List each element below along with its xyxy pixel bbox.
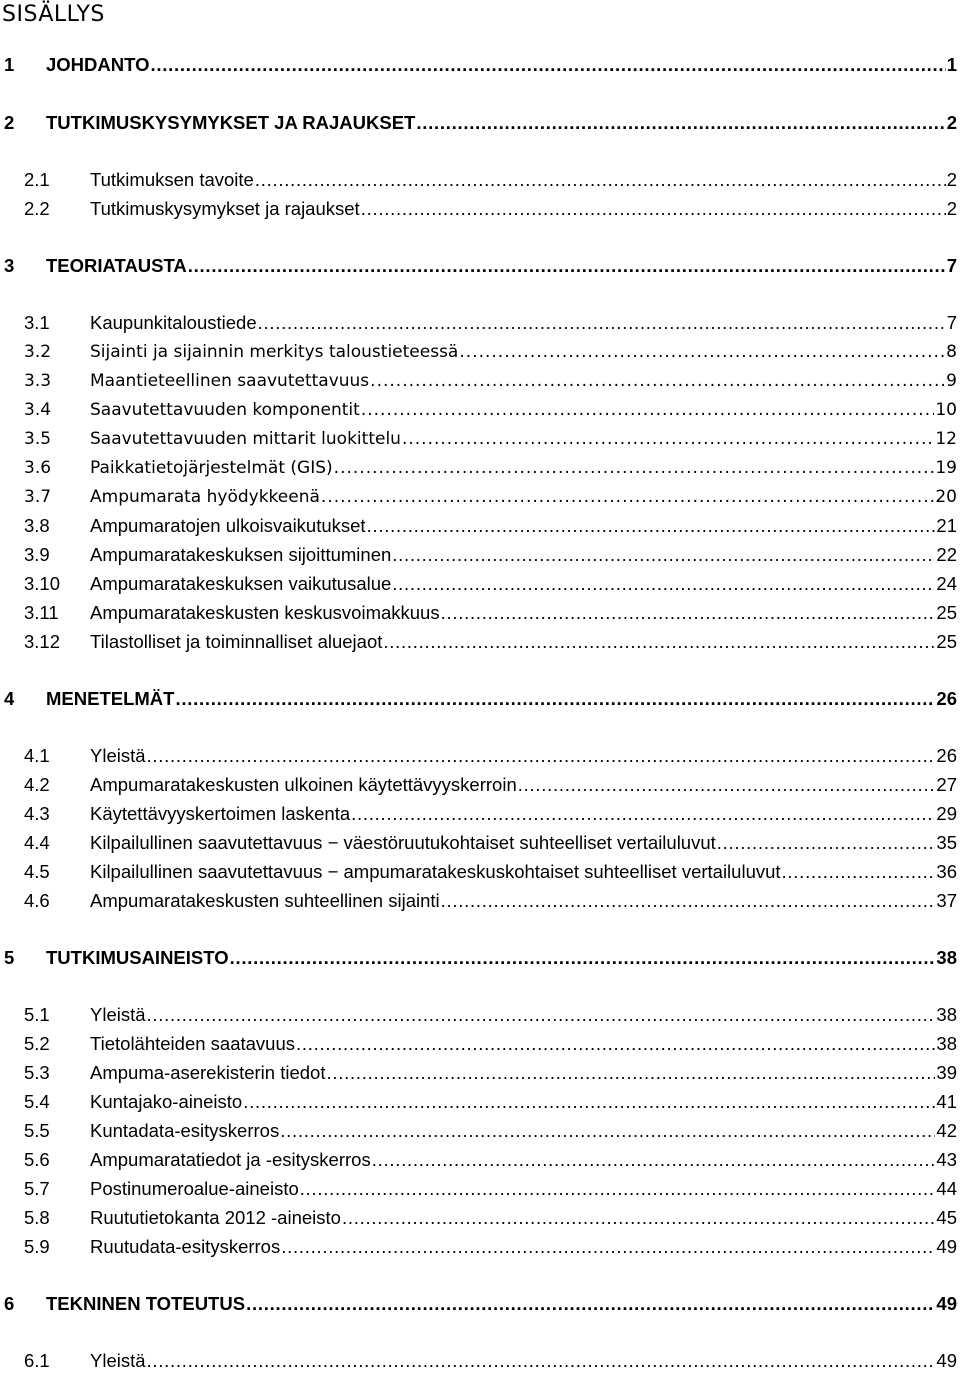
toc-entry-line	[46, 1293, 957, 1315]
toc-dot-leader	[300, 1178, 936, 1200]
toc-entry-page-number: 2	[946, 112, 957, 133]
toc-entry-line	[46, 688, 957, 710]
toc-entry-title: Ampumaratatiedot ja -esityskerros	[90, 1149, 371, 1170]
toc-entry-title: TUTKIMUSAINEISTO	[46, 947, 229, 968]
toc-entry-number: 2.1	[24, 169, 50, 190]
toc-entry-5-9[interactable]	[0, 1234, 957, 1260]
toc-entry-number: 4	[4, 688, 15, 709]
toc-dot-leader	[147, 745, 936, 767]
toc-dot-leader	[334, 457, 935, 479]
toc-entry-title: TEKNINEN TOTEUTUS	[46, 1293, 246, 1314]
toc-entry-number: 5.9	[24, 1236, 50, 1257]
toc-entry-4-2[interactable]	[0, 772, 957, 798]
toc-entry-5-3[interactable]	[0, 1060, 957, 1086]
toc-entry-number: 5	[4, 947, 15, 968]
toc-entry-page-number: 1	[946, 54, 957, 75]
toc-entry-page-number: 38	[936, 1004, 957, 1025]
toc-entry-number: 3.2	[24, 342, 52, 362]
toc-entry-line	[90, 1004, 957, 1026]
toc-entry-number: 5.8	[24, 1207, 50, 1228]
toc-dot-leader	[782, 861, 936, 883]
toc-entry-page-number: 26	[936, 688, 957, 709]
toc-entry-page-number: 26	[936, 745, 957, 766]
toc-dot-leader	[361, 198, 946, 220]
toc-entry-number: 2.2	[24, 198, 50, 219]
toc-entry-number: 3.7	[24, 487, 52, 507]
toc-entry-6[interactable]	[0, 1291, 957, 1317]
toc-entry-number: 3	[4, 255, 15, 276]
toc-entry-page-number: 43	[936, 1149, 957, 1170]
toc-entry-line	[90, 198, 957, 220]
toc-dot-leader	[441, 602, 936, 624]
toc-entry-number: 6	[4, 1293, 15, 1314]
toc-entry-3-2[interactable]	[0, 339, 957, 365]
toc-entry-5[interactable]	[0, 945, 957, 971]
toc-entry-line	[90, 1062, 957, 1084]
toc-entry-page-number: 42	[936, 1120, 957, 1141]
toc-entry-line	[90, 370, 957, 392]
toc-entry-title: Kuntadata-esityskerros	[90, 1120, 280, 1141]
toc-entry-line	[90, 312, 957, 334]
toc-entry-title: Postinumeroalue-aineisto	[90, 1178, 299, 1199]
toc-entry-title: Sijainti ja sijainnin merkitys taloustieteessä	[90, 342, 459, 362]
toc-entry-title: Tietolähteiden saatavuus	[90, 1033, 296, 1054]
toc-entry-number: 5.7	[24, 1178, 50, 1199]
toc-dot-leader	[296, 1033, 935, 1055]
toc-entry-page-number: 25	[936, 631, 957, 652]
toc-entry-number: 3.5	[24, 429, 52, 449]
toc-dot-leader	[255, 169, 946, 191]
toc-dot-leader	[243, 1091, 935, 1113]
toc-dot-leader	[342, 1207, 935, 1229]
toc-entry-line	[90, 1120, 957, 1142]
toc-entry-number: 4.2	[24, 774, 50, 795]
toc-entry-2-2[interactable]	[0, 196, 957, 222]
toc-entry-number: 3.9	[24, 544, 50, 565]
toc-entry-title: Ampumarata hyödykkeenä	[90, 487, 320, 507]
toc-entry-title: Saavutettavuuden komponentit	[90, 400, 360, 420]
toc-entry-number: 3.12	[24, 631, 61, 652]
toc-entry-title: Ampumaratakeskusten suhteellinen sijainti	[90, 890, 440, 911]
toc-entry-page-number: 21	[936, 515, 957, 536]
toc-entry-title: Ampumaratojen ulkoisvaikutukset	[90, 515, 366, 536]
toc-dot-leader	[361, 399, 935, 421]
toc-entry-2[interactable]	[0, 110, 957, 136]
toc-entry-title: Kilpailullinen saavutettavuus − väestöruutukohtaiset suhteelliset vertailuluvut	[90, 832, 716, 853]
toc-entry-number: 3.11	[24, 602, 59, 623]
toc-entry-line	[90, 1207, 957, 1229]
toc-entry-page-number: 20	[935, 487, 957, 507]
toc-entry-page-number: 12	[935, 429, 957, 449]
toc-entry-line	[90, 745, 957, 767]
toc-entry-title: Ampuma-aserekisterin tiedot	[90, 1062, 326, 1083]
toc-entry-page-number: 2	[946, 198, 957, 219]
toc-entry-line	[90, 602, 957, 624]
toc-entry-line	[90, 428, 957, 450]
toc-dot-leader	[351, 803, 935, 825]
toc-entry-line	[46, 112, 957, 134]
toc-entry-line	[90, 1033, 957, 1055]
toc-entry-3-7[interactable]	[0, 484, 957, 510]
toc-entry-page-number: 39	[936, 1062, 957, 1083]
toc-entry-title: Ampumaratakeskuksen vaikutusalue	[90, 573, 392, 594]
toc-entry-line	[90, 1178, 957, 1200]
toc-entry-page-number: 38	[936, 1033, 957, 1054]
toc-dot-leader	[518, 774, 936, 796]
toc-entry-number: 1	[4, 54, 15, 75]
toc-entry-number: 3.10	[24, 573, 61, 594]
toc-entry-page-number: 7	[946, 255, 957, 276]
toc-entry-line	[90, 341, 957, 363]
toc-dot-leader	[280, 1120, 935, 1142]
toc-entry-line	[90, 486, 957, 508]
toc-entry-page-number: 2	[946, 169, 957, 190]
toc-entry-title: Kuntajako-aineisto	[90, 1091, 243, 1112]
toc-dot-leader	[150, 54, 945, 76]
toc-entry-number: 3.4	[24, 400, 52, 420]
toc-entry-line	[90, 399, 957, 421]
toc-entry-title: TUTKIMUSKYSYMYKSET JA RAJAUKSET	[46, 112, 416, 133]
toc-entry-page-number: 35	[936, 832, 957, 853]
toc-dot-leader	[321, 486, 934, 508]
toc-entry-page-number: 49	[936, 1236, 957, 1257]
toc-entry-5-2[interactable]	[0, 1031, 957, 1057]
toc-entry-1[interactable]	[0, 52, 957, 78]
toc-entry-line	[90, 1149, 957, 1171]
toc-entry-4-5[interactable]	[0, 859, 957, 885]
toc-entry-page-number: 37	[936, 890, 957, 911]
toc-entry-number: 3.6	[24, 458, 52, 478]
toc-entry-title: Kilpailullinen saavutettavuus − ampumaratakeskuskohtaiset suhteelliset vertailuluvut	[90, 861, 781, 882]
toc-entry-page-number: 27	[936, 774, 957, 795]
toc-entry-number: 5.3	[24, 1062, 50, 1083]
toc-entry-number: 5.1	[24, 1004, 50, 1025]
toc-entry-3-8[interactable]	[0, 513, 957, 539]
toc-entry-title: MENETELMÄT	[46, 688, 175, 709]
toc-entry-3-4[interactable]	[0, 397, 957, 423]
toc-entry-number: 5.6	[24, 1149, 50, 1170]
page-title: SISÄLLYS	[2, 2, 105, 27]
toc-entry-page-number: 36	[936, 861, 957, 882]
toc-entry-page-number: 49	[936, 1350, 957, 1371]
toc-entry-3-6[interactable]	[0, 455, 957, 481]
toc-entry-line	[90, 631, 957, 653]
toc-entry-page-number: 29	[936, 803, 957, 824]
toc-entry-page-number: 41	[936, 1091, 957, 1112]
toc-dot-leader	[246, 1293, 935, 1315]
toc-entry-title: Tutkimuskysymykset ja rajaukset	[90, 198, 360, 219]
toc-entry-line	[90, 832, 957, 854]
toc-entry-page-number: 7	[946, 312, 957, 333]
toc-entry-line	[90, 573, 957, 595]
toc-entry-title: Yleistä	[90, 745, 146, 766]
toc-entry-title: Ampumaratakeskusten keskusvoimakkuus	[90, 602, 440, 623]
toc-entry-3-12[interactable]	[0, 629, 957, 655]
toc-entry-title: Saavutettavuuden mittarit luokittelu	[90, 429, 401, 449]
toc-entry-5-5[interactable]	[0, 1118, 957, 1144]
toc-entry-line	[90, 803, 957, 825]
toc-entry-number: 5.4	[24, 1091, 50, 1112]
toc-entry-3-10[interactable]	[0, 571, 957, 597]
toc-entry-line	[90, 457, 957, 479]
toc-entry-4-6[interactable]	[0, 888, 957, 914]
toc-entry-5-8[interactable]	[0, 1205, 957, 1231]
toc-entry-number: 4.1	[24, 745, 50, 766]
toc-dot-leader	[367, 515, 936, 537]
toc-entry-title: Yleistä	[90, 1004, 146, 1025]
toc-entry-page-number: 25	[936, 602, 957, 623]
toc-dot-leader	[372, 1149, 936, 1171]
toc-dot-leader	[441, 890, 936, 912]
toc-entry-title: Kaupunkitaloustiede	[90, 312, 257, 333]
toc-dot-leader	[459, 341, 945, 363]
toc-entry-number: 3.8	[24, 515, 50, 536]
toc-dot-leader	[392, 573, 935, 595]
toc-entry-page-number: 19	[935, 458, 957, 478]
toc-entry-5-6[interactable]	[0, 1147, 957, 1173]
toc-entry-title: Paikkatietojärjestelmät (GIS)	[90, 458, 333, 478]
toc-entry-3-9[interactable]	[0, 542, 957, 568]
toc-entry-5-4[interactable]	[0, 1089, 957, 1115]
toc-entry-title: TEORIATAUSTA	[46, 255, 187, 276]
toc-entry-line	[90, 515, 957, 537]
toc-entry-number: 5.5	[24, 1120, 50, 1141]
toc-entry-page-number: 38	[936, 947, 957, 968]
toc-entry-6-1[interactable]	[0, 1348, 957, 1374]
toc-dot-leader	[326, 1062, 935, 1084]
toc-entry-line	[90, 774, 957, 796]
toc-entry-page-number: 9	[946, 371, 957, 391]
toc-entry-line	[46, 947, 957, 969]
toc-entry-title: JOHDANTO	[46, 54, 150, 75]
toc-entry-2-1[interactable]	[0, 167, 957, 193]
toc-entry-title: Yleistä	[90, 1350, 146, 1371]
toc-entry-number: 6.1	[24, 1350, 50, 1371]
toc-entry-number: 4.6	[24, 890, 50, 911]
toc-entry-number: 2	[4, 112, 15, 133]
toc-dot-leader	[147, 1004, 936, 1026]
toc-entry-title: Maantieteellinen saavutettavuus	[90, 371, 370, 391]
toc-entry-4[interactable]	[0, 686, 957, 712]
toc-entry-page-number: 22	[936, 544, 957, 565]
toc-entry-5-7[interactable]	[0, 1176, 957, 1202]
toc-dot-leader	[402, 428, 934, 450]
toc-entry-3-11[interactable]	[0, 600, 957, 626]
toc-entry-number: 4.4	[24, 832, 50, 853]
toc-entry-page-number: 49	[936, 1293, 957, 1314]
toc-entry-page-number: 8	[946, 342, 957, 362]
toc-entry-5-1[interactable]	[0, 1002, 957, 1028]
toc-entry-3-3[interactable]	[0, 368, 957, 394]
toc-entry-line	[46, 54, 957, 76]
toc-entry-title: Käytettävyyskertoimen laskenta	[90, 803, 351, 824]
toc-entry-title: Tilastolliset ja toiminnalliset aluejaot	[90, 631, 383, 652]
toc-entry-line	[90, 1236, 957, 1258]
toc-entry-title: Ampumaratakeskuksen sijoittuminen	[90, 544, 392, 565]
toc-entry-page-number: 45	[936, 1207, 957, 1228]
toc-entry-title: Ampumaratakeskusten ulkoinen käytettävyyskerroin	[90, 774, 517, 795]
toc-dot-leader	[370, 370, 945, 392]
toc-entry-3-1[interactable]	[0, 310, 957, 336]
toc-entry-title: Ruutudata-esityskerros	[90, 1236, 281, 1257]
toc-entry-line	[90, 890, 957, 912]
toc-entry-line	[90, 1350, 957, 1372]
toc-entry-3[interactable]	[0, 253, 957, 279]
toc-entry-number: 3.1	[24, 312, 50, 333]
toc-entry-title: Ruututietokanta 2012 -aineisto	[90, 1207, 341, 1228]
toc-dot-leader	[717, 832, 936, 854]
toc-entry-4-3[interactable]	[0, 801, 957, 827]
toc-entry-line	[90, 544, 957, 566]
toc-dot-leader	[258, 312, 946, 334]
toc-entry-line	[90, 169, 957, 191]
toc-entry-4-1[interactable]	[0, 743, 957, 769]
toc-dot-leader	[230, 947, 936, 969]
toc-entry-page-number: 24	[936, 573, 957, 594]
toc-entry-4-4[interactable]	[0, 830, 957, 856]
toc-entry-3-5[interactable]	[0, 426, 957, 452]
toc-dot-leader	[392, 544, 935, 566]
toc-entry-page-number: 44	[936, 1178, 957, 1199]
toc-entry-title: Tutkimuksen tavoite	[90, 169, 254, 190]
toc-dot-leader	[175, 688, 935, 710]
toc-entry-line	[90, 861, 957, 883]
toc-entry-number: 5.2	[24, 1033, 50, 1054]
toc-entry-page-number: 10	[935, 400, 957, 420]
toc-dot-leader	[147, 1350, 936, 1372]
toc-dot-leader	[383, 631, 935, 653]
toc-entry-number: 4.3	[24, 803, 50, 824]
toc-entry-number: 4.5	[24, 861, 50, 882]
toc-entry-line	[46, 255, 957, 277]
toc-entry-number: 3.3	[24, 371, 52, 391]
toc-dot-leader	[416, 112, 945, 134]
toc-entry-line	[90, 1091, 957, 1113]
toc-dot-leader	[281, 1236, 935, 1258]
toc-dot-leader	[188, 255, 946, 277]
